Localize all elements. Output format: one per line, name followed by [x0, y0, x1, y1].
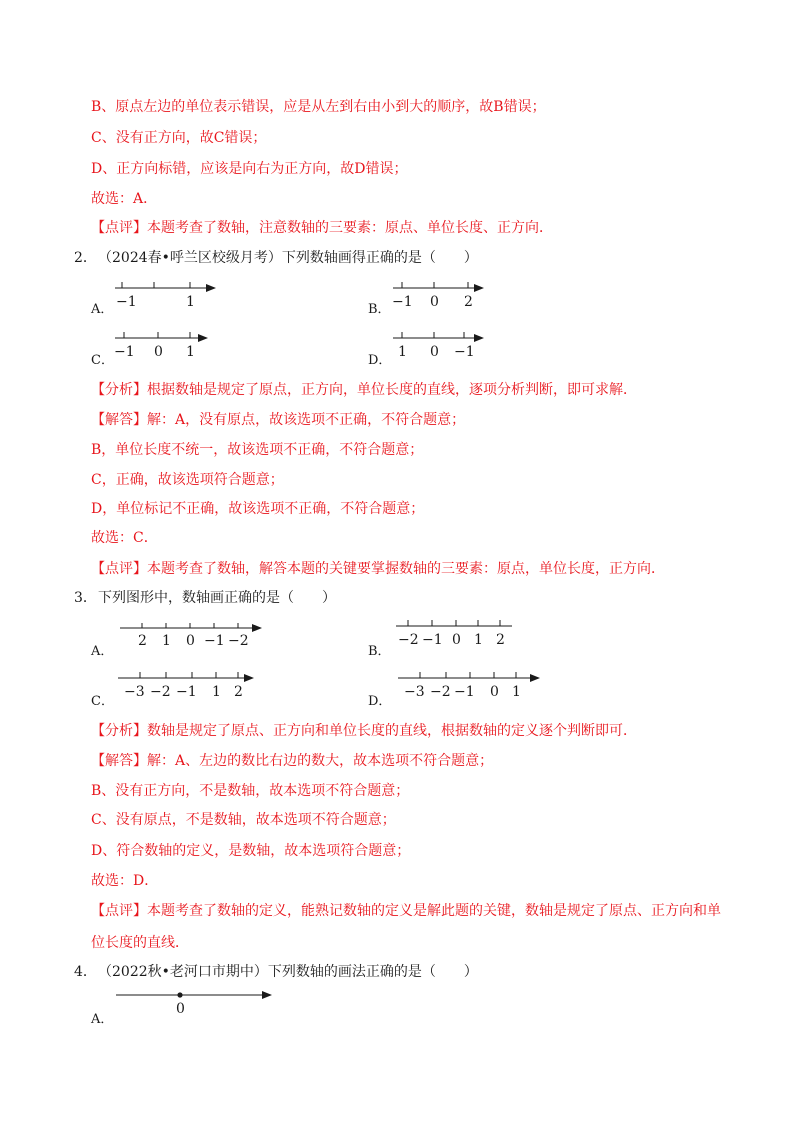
tick-label: −1 — [392, 294, 413, 310]
tick-label: 2 — [464, 294, 473, 310]
tick-label: −1 — [114, 344, 135, 360]
q3-comment-line2: 位长度的直线． — [91, 935, 189, 951]
q2-stem: （2024春•呼兰区校级月考）下列数轴画得正确的是（ ） — [98, 250, 478, 266]
q3-option-c-axis — [116, 666, 266, 700]
q3-option-d-label: D． — [368, 694, 392, 709]
q4-stem: （2022秋•老河口市期中）下列数轴的画法正确的是（ ） — [98, 964, 478, 980]
tick-label: −1 — [454, 684, 475, 700]
q2-option-c-axis — [112, 326, 222, 362]
q2-answer: 故选：C． — [91, 530, 158, 546]
q4-option-a-axis — [114, 985, 284, 1019]
q3-solution-b: B、没有正方向，不是数轴，故本选项不符合题意； — [91, 783, 410, 799]
tick-label: −2 — [398, 632, 419, 648]
q2-option-a-axis — [110, 276, 220, 312]
tick-label: 0 — [430, 344, 439, 360]
q1-comment: 【点评】本题考查了数轴，注意数轴的三要素：原点、单位长度、正方向． — [91, 220, 553, 236]
q2-solution-b: B，单位长度不统一，故该选项不正确，不符合题意； — [91, 442, 424, 458]
q2-option-b-label: B． — [368, 302, 391, 317]
q2-solution-c: C，正确，故该选项符合题意； — [91, 472, 284, 488]
tick-label: −2 — [228, 633, 249, 649]
tick-label: 0 — [452, 632, 461, 648]
q3-option-b-label: B． — [368, 644, 391, 659]
q3-stem: 下列图形中，数轴画正确的是（ ） — [98, 590, 336, 606]
q3-option-a-axis — [118, 618, 268, 648]
tick-label: 0 — [430, 294, 439, 310]
tick-label: 1 — [186, 344, 195, 360]
q3-option-b-axis — [394, 614, 524, 648]
tick-label: −1 — [116, 294, 137, 310]
tick-label: −2 — [150, 684, 171, 700]
q2-option-d-axis — [390, 326, 500, 362]
q2-option-d-label: D． — [368, 353, 392, 368]
tick-label: 1 — [162, 633, 171, 649]
tick-label: 0 — [176, 1001, 185, 1017]
q4-number: 4． — [74, 964, 97, 980]
q2-analysis: 【分析】根据数轴是规定了原点，正方向，单位长度的直线，逐项分析判断，即可求解． — [91, 382, 637, 398]
q2-comment: 【点评】本题考查了数轴，解答本题的关键要掌握数轴的三要素：原点，单位长度，正方向． — [91, 561, 665, 577]
q4-option-a-label: A． — [91, 1012, 114, 1027]
q3-solution: 【解答】解：A、左边的数比右边的数大，故本选项不符合题意； — [91, 753, 494, 769]
q3-solution-c: C、没有原点，不是数轴，故本选项不符合题意； — [91, 812, 396, 828]
tick-label: 2 — [234, 684, 243, 700]
tick-label: −3 — [404, 684, 425, 700]
tick-label: −1 — [204, 633, 225, 649]
tick-label: 2 — [496, 632, 505, 648]
tick-label: −2 — [430, 684, 451, 700]
tick-label: 2 — [138, 633, 147, 649]
q3-number: 3． — [74, 590, 97, 606]
q3-option-a-label: A． — [91, 644, 114, 659]
tick-label: 1 — [474, 632, 483, 648]
q3-answer: 故选：D． — [91, 873, 159, 889]
q1-answer: 故选：A． — [91, 191, 158, 207]
tick-label: 0 — [154, 344, 163, 360]
tick-label: −3 — [124, 684, 145, 700]
tick-label: 1 — [398, 344, 407, 360]
q1-solution-c: C、没有正方向，故C错误； — [91, 130, 267, 146]
q2-solution: 【解答】解：A，没有原点，故该选项不正确，不符合题意； — [91, 412, 466, 428]
q2-option-a-label: A． — [91, 302, 114, 317]
tick-label: 0 — [186, 633, 195, 649]
tick-label: −1 — [176, 684, 197, 700]
q3-analysis: 【分析】数轴是规定了原点、正方向和单位长度的直线，根据数轴的定义逐个判断即可． — [91, 723, 637, 739]
q3-option-d-axis — [396, 666, 546, 700]
q2-solution-d: D，单位标记不正确，故该选项不正确，不符合题意； — [91, 501, 425, 517]
q2-option-b-axis — [390, 276, 500, 312]
tick-label: 1 — [512, 684, 521, 700]
q3-option-c-label: C． — [91, 694, 114, 709]
tick-label: −1 — [422, 632, 443, 648]
q3-solution-d: D、符合数轴的定义，是数轴，故本选项符合题意； — [91, 843, 411, 859]
q2-number: 2． — [74, 250, 97, 266]
q1-solution-d: D、正方向标错，应该是向右为正方向，故D错误； — [91, 161, 408, 177]
tick-label: 0 — [490, 684, 499, 700]
q3-comment-line1: 【点评】本题考查了数轴的定义，能熟记数轴的定义是解此题的关键，数轴是规定了原点、正方向和单 — [91, 903, 721, 919]
tick-label: −1 — [454, 344, 475, 360]
tick-label: 1 — [186, 294, 195, 310]
tick-label: 1 — [212, 684, 221, 700]
q1-solution-b: B、原点左边的单位表示错误，应是从左到右由小到大的顺序，故B错误； — [91, 99, 546, 115]
q2-option-c-label: C． — [91, 353, 114, 368]
